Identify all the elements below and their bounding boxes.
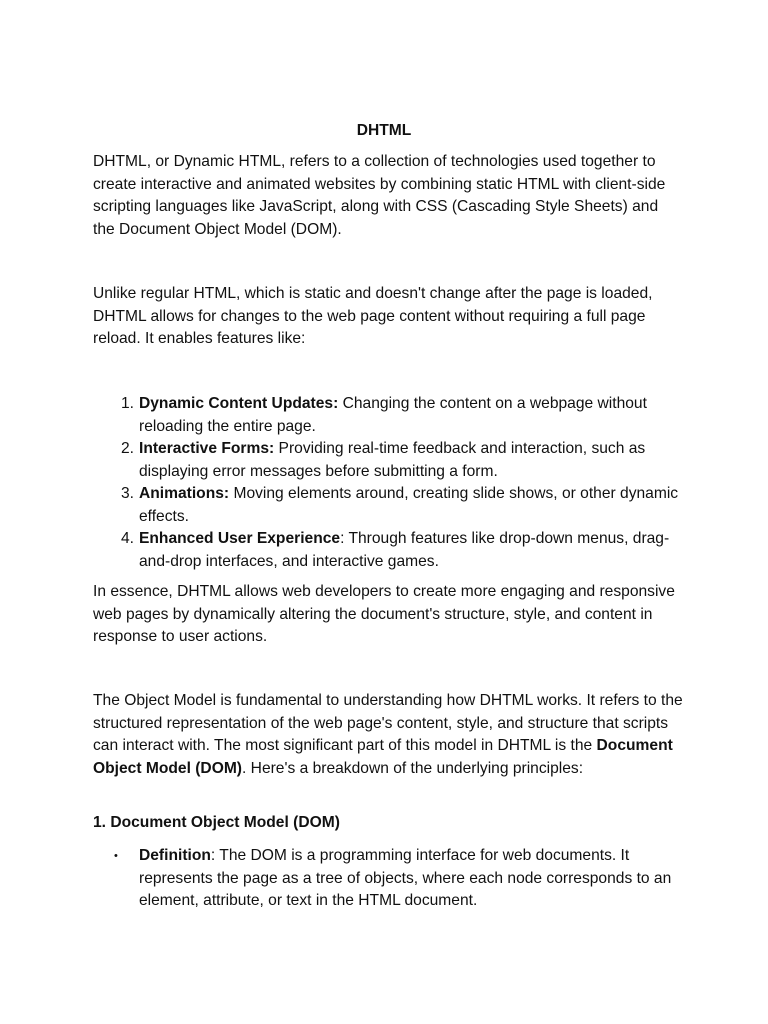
feature-description: Through features like drop-down menus, drag-and-drop interfaces, and interactive games. <box>139 530 670 570</box>
dom-heading: 1. Document Object Model (DOM) <box>93 814 340 831</box>
list-item <box>93 393 683 438</box>
list-number: 2. <box>120 440 134 457</box>
list-item <box>93 438 683 483</box>
features-list <box>93 393 683 573</box>
document-title: DHTML <box>356 122 412 139</box>
feature-description: Providing real-time feedback and interaction, such as displaying error messages before submitting a form. <box>139 440 646 480</box>
list-item <box>93 483 683 528</box>
object-model-text-pre: The Object Model is fundamental to understanding how DHTML works. It refers to the structured representation of the web page's content, style, and structure that scripts can interact with. The most significant part of this model in DHTML is the <box>93 692 683 754</box>
bullet-icon: • <box>114 850 118 862</box>
object-model-text-post: . Here's a breakdown of the underlying principles: <box>242 759 584 777</box>
feature-description: Changing the content on a webpage without reloading the entire page. <box>139 395 647 435</box>
unlike-paragraph: Unlike regular HTML, which is static and doesn't change after the page is loaded, DHTML allows for changes to the web page content without requiring a full page reload. It enables features like: <box>93 285 653 347</box>
feature-term: Interactive Forms: <box>139 440 275 457</box>
essence-paragraph: In essence, DHTML allows web developers to create more engaging and responsive web pages by dynamically altering the document's structure, style, and content in response to user actions. <box>93 583 675 645</box>
intro-paragraph: DHTML, or Dynamic HTML, refers to a collection of technologies used together to create interactive and animated websites by combining static HTML with client-side scripting languages like JavaScript, along with CSS (Cascading Style Sheets) and the Document Object Model (DOM). <box>93 153 666 238</box>
list-number: 3. <box>120 485 134 502</box>
list-number: 1. <box>120 395 134 412</box>
feature-description: Moving elements around, creating slide shows, or other dynamic effects. <box>139 485 679 525</box>
list-number: 4. <box>120 530 134 547</box>
feature-term: Dynamic Content Updates: <box>139 395 339 412</box>
object-model-bold: Document Object Model (DOM) <box>93 737 673 777</box>
feature-term: Enhanced User Experience <box>139 530 341 547</box>
dom-bullet-list <box>93 845 683 913</box>
bullet-separator: : <box>210 847 220 864</box>
list-item <box>93 845 683 913</box>
object-model-paragraph <box>93 690 683 780</box>
bullet-term: Definition <box>139 847 211 864</box>
feature-separator: : <box>340 530 349 547</box>
list-item <box>93 528 683 573</box>
bullet-description: The DOM is a programming interface for web documents. It represents the page as a tree of objects, where each node corresponds to an element, attribute, or text in the HTML document. <box>139 847 672 909</box>
feature-term: Animations: <box>139 485 230 502</box>
